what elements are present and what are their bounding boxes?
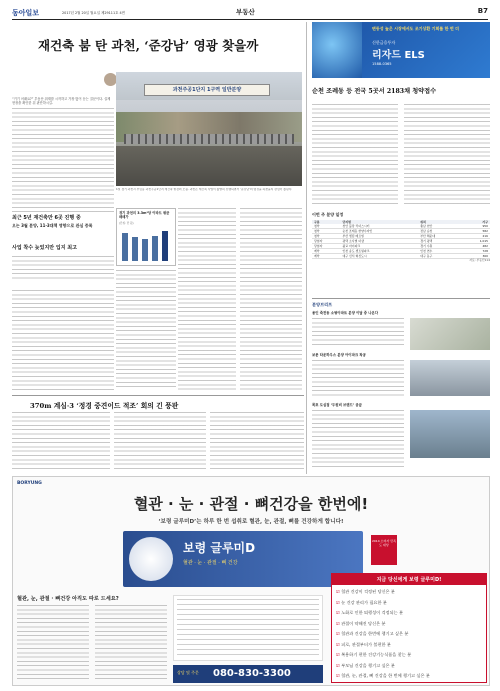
table-cell: 청약: [314, 224, 320, 228]
ad-tagline: 변동성 높은 시장에서도 조기상환 기회를 한 번 더: [372, 26, 460, 31]
text-lines: [114, 412, 206, 470]
ad-phone: 1588-0365: [372, 62, 392, 66]
chart-unit: (단위: 만 원): [119, 222, 134, 225]
checklist-item: [336, 598, 482, 609]
text-lines: [12, 256, 114, 282]
table-cell: 부산 센텀 베르빌: [342, 234, 364, 238]
table-cell: 인천 송도 센트럴파크: [342, 249, 370, 253]
brief-1-title: 용인 죽전동 소형아파트 분양 이달 중 나온다: [312, 311, 379, 315]
text-lines: [17, 605, 89, 681]
column-divider: [306, 22, 307, 474]
brief-label: 분양브리프: [312, 302, 333, 307]
checklist-item: [336, 661, 482, 672]
text-lines: [312, 318, 404, 348]
subhead-1-detail: 오는 3월 분양, 11·3대책 영향으로 관심 증폭: [12, 223, 93, 228]
order-label: 상담 및 주문: [177, 670, 199, 675]
article-body-col1: [12, 97, 114, 214]
text-lines: [312, 360, 404, 398]
product-tag: 혈관 · 눈 · 관절 · 뼈 건강: [183, 560, 238, 566]
text-lines: [95, 605, 167, 681]
table-cell: 전남 순천: [420, 229, 433, 233]
right-headline: 순천 조례동 등 전국 5곳서 2183채 청약접수: [312, 88, 437, 95]
table: [312, 220, 490, 259]
checklist-item-label: 관절이 약해진 당신은 분: [341, 620, 386, 626]
product-name: 보령 글루미D: [183, 541, 256, 555]
ad-info-box: [173, 595, 323, 661]
table-title: 이번 주 분양 일정: [312, 212, 344, 217]
checkbox-icon: ☑: [336, 662, 342, 668]
table-cell: 당첨자: [314, 239, 323, 243]
page-number: B7: [477, 7, 488, 15]
table-cell: 경기 수원: [420, 244, 433, 248]
table-cell: 순천 조례동 한양수자인: [342, 229, 373, 233]
ad-banner-shinhan: [312, 22, 490, 78]
table-source: 자료: 부동산114: [469, 258, 490, 262]
subhead-1: [12, 214, 114, 228]
table-cell: 1,015: [479, 239, 488, 243]
checkbox-icon: ☑: [336, 652, 342, 657]
award-badge: 2014 소비자 만족도 대상: [371, 535, 397, 565]
issue-date: 2017년 2월 20일 월요일 제29111호 4면: [62, 11, 125, 15]
checklist-item-label: 부모님 건강을 챙기고 싶은 분: [341, 662, 395, 668]
checkbox-icon: ☑: [336, 620, 342, 626]
checkbox-icon: ☑: [336, 641, 342, 647]
checkbox-icon: ☑: [336, 610, 342, 615]
checklist-title: 지금 당신에게 보령 글루미D!: [332, 574, 486, 585]
ad-visual: [312, 22, 362, 78]
product-image: [129, 537, 173, 581]
page-header: [12, 6, 488, 20]
chart-bars: [118, 227, 176, 263]
checklist-item: [336, 650, 482, 661]
table-cell: 청약: [314, 229, 320, 233]
text-lines: [404, 104, 490, 206]
divider: [12, 395, 304, 396]
table-cell: 평택 소사벌 더샵: [342, 239, 364, 243]
checklist-item-label: 혈관 건강이 걱정된 당신은 분: [341, 589, 395, 594]
text-lines: [116, 270, 176, 390]
col-header: 가구: [482, 220, 488, 224]
checkbox-icon: ☑: [336, 673, 342, 678]
ad-boryung: [12, 476, 490, 686]
brief-3-title: 목포 도심점 ‘두원비 브랜드’ 공급: [312, 403, 362, 407]
table-cell: 360: [482, 254, 488, 258]
ad-subheadline: ‘보령 글루미D’는 하루 한 번 섭취로 혈관, 눈, 관절, 뼈를 건강하게 합니다!: [158, 519, 344, 525]
col-header: 구분: [314, 220, 320, 224]
ad-bank: 신한금융투자: [372, 40, 396, 45]
checklist-item: [336, 587, 482, 598]
checklist-item-label: 혈관과 건강을 한번에 챙기고 싶은 분: [341, 631, 409, 636]
newspaper-logo: 동아일보: [12, 8, 40, 17]
ad-headline: 혈관 · 눈 · 관절 · 뼈건강을 한번에!: [133, 495, 369, 513]
table-cell: 경기 평택: [420, 239, 433, 243]
table-cell: 950: [482, 224, 488, 228]
table-cell: 대구 동구: [420, 254, 433, 258]
checklist-item: [336, 671, 482, 682]
text-lines: [240, 208, 302, 390]
brief-2-photo: [410, 360, 490, 396]
section-title: 부동산: [236, 8, 255, 16]
ad-brand: BORYUNG: [17, 481, 42, 486]
ad-title: 리자드 ELS: [372, 50, 425, 61]
checklist-item: [336, 629, 482, 640]
checklist-item-label: 피로, 관절부터가 불편한 분: [341, 641, 391, 647]
checklist-item: [336, 608, 482, 619]
col-header: 단지명: [342, 220, 351, 224]
text-lines: [312, 410, 404, 468]
checklist-item-label: 복용하기 편한 건강기능식품을 찾는 분: [341, 652, 412, 657]
text-lines: [312, 104, 398, 206]
table-cell: 728: [482, 249, 488, 253]
schedule-table: [312, 212, 490, 263]
text-lines: [12, 290, 114, 390]
ad-left-title: 혈관, 눈, 관절 · 뼈건강 아직도 따로 드세요?: [17, 596, 119, 602]
text-lines: [12, 412, 110, 470]
table-cell: 482: [482, 244, 488, 248]
checklist: [332, 585, 486, 684]
brief-2-title: 보문 타운하우스 분양 아이파크 착공: [312, 353, 366, 357]
order-box[interactable]: [173, 665, 323, 683]
subhead-1-title: 최근 5년 재건축만 6곳 진행 중: [12, 215, 81, 221]
photo-caption: 1일 경기 과천시 부림동 과천주공1단지 재건축 현장의 모습. 과천은 재건축 사업이 활발히 진행되면서 ‘준강남’의 명성을 되찾을지 관심이 쏠린다.: [116, 188, 293, 191]
table-cell: 충남 천안: [420, 224, 433, 228]
checkbox-icon: ☑: [336, 631, 342, 636]
table-cell: 대구 신서 혁신도시: [342, 254, 367, 258]
order-phone: 080-830-3300: [213, 668, 291, 679]
chart-title: 경기 과천의 3.3m²당 아파트 평균 매매가: [119, 211, 170, 219]
construction-banner: 과천주공1단지 1구역 일반분양: [144, 84, 270, 96]
col-header: 위치: [420, 220, 426, 224]
table-cell: 광교 아이파크: [342, 244, 361, 248]
article-lead: “거기 어때요?” 부동산 취재를 시작하고 가장 많이 듣는 질문이다. 실제 현장을 확인한 뒤 판단하시길.: [12, 97, 111, 106]
table-cell: 계약: [314, 254, 320, 258]
checkbox-icon: ☑: [336, 589, 342, 594]
text-lines: [178, 208, 236, 390]
table-cell: 부산 해운대: [420, 234, 436, 238]
article-photo: [116, 72, 302, 186]
table-cell: 216: [482, 234, 488, 238]
checklist-item: [336, 619, 482, 630]
brief-3-photo: [410, 410, 490, 458]
checkbox-icon: ☑: [336, 599, 342, 605]
bottom-headline: 370m 계심·3 ‘정경 중견이드 적조’ 회의 긴 풍판: [30, 402, 179, 410]
checklist-item: [336, 640, 482, 651]
price-chart: [116, 208, 176, 266]
table-cell: 천안 불당 리더스시티: [342, 224, 370, 228]
text-lines: [210, 412, 304, 470]
divider: [312, 298, 490, 299]
table-cell: 인천 연수: [420, 249, 433, 253]
table-row: [312, 254, 490, 259]
table-cell: 청약: [314, 234, 320, 238]
checklist-item-label: 노화로 인한 퇴행성이 걱정되는 분: [341, 610, 404, 615]
table-cell: 582: [482, 229, 488, 233]
table-cell: 계약: [314, 249, 320, 253]
checklist-box: [331, 573, 487, 683]
product-panel: [123, 531, 363, 587]
checklist-item-label: 눈 건강 관리가 필요한 분: [341, 599, 387, 605]
subhead-2: [12, 244, 114, 251]
checklist-item-label: 혈관, 눈, 관절, 뼈 건강을 한 번에 챙기고 싶은 분: [341, 673, 430, 678]
main-headline: 재건축 붐 탄 과천, ‘준강남’ 영광 찾을까: [38, 38, 259, 53]
subhead-2-title: 사업 착수 늦었지만 입지 최고: [12, 245, 77, 251]
table-cell: 당첨자: [314, 244, 323, 248]
text-lines: [12, 108, 114, 213]
brief-1-photo: [410, 318, 490, 350]
